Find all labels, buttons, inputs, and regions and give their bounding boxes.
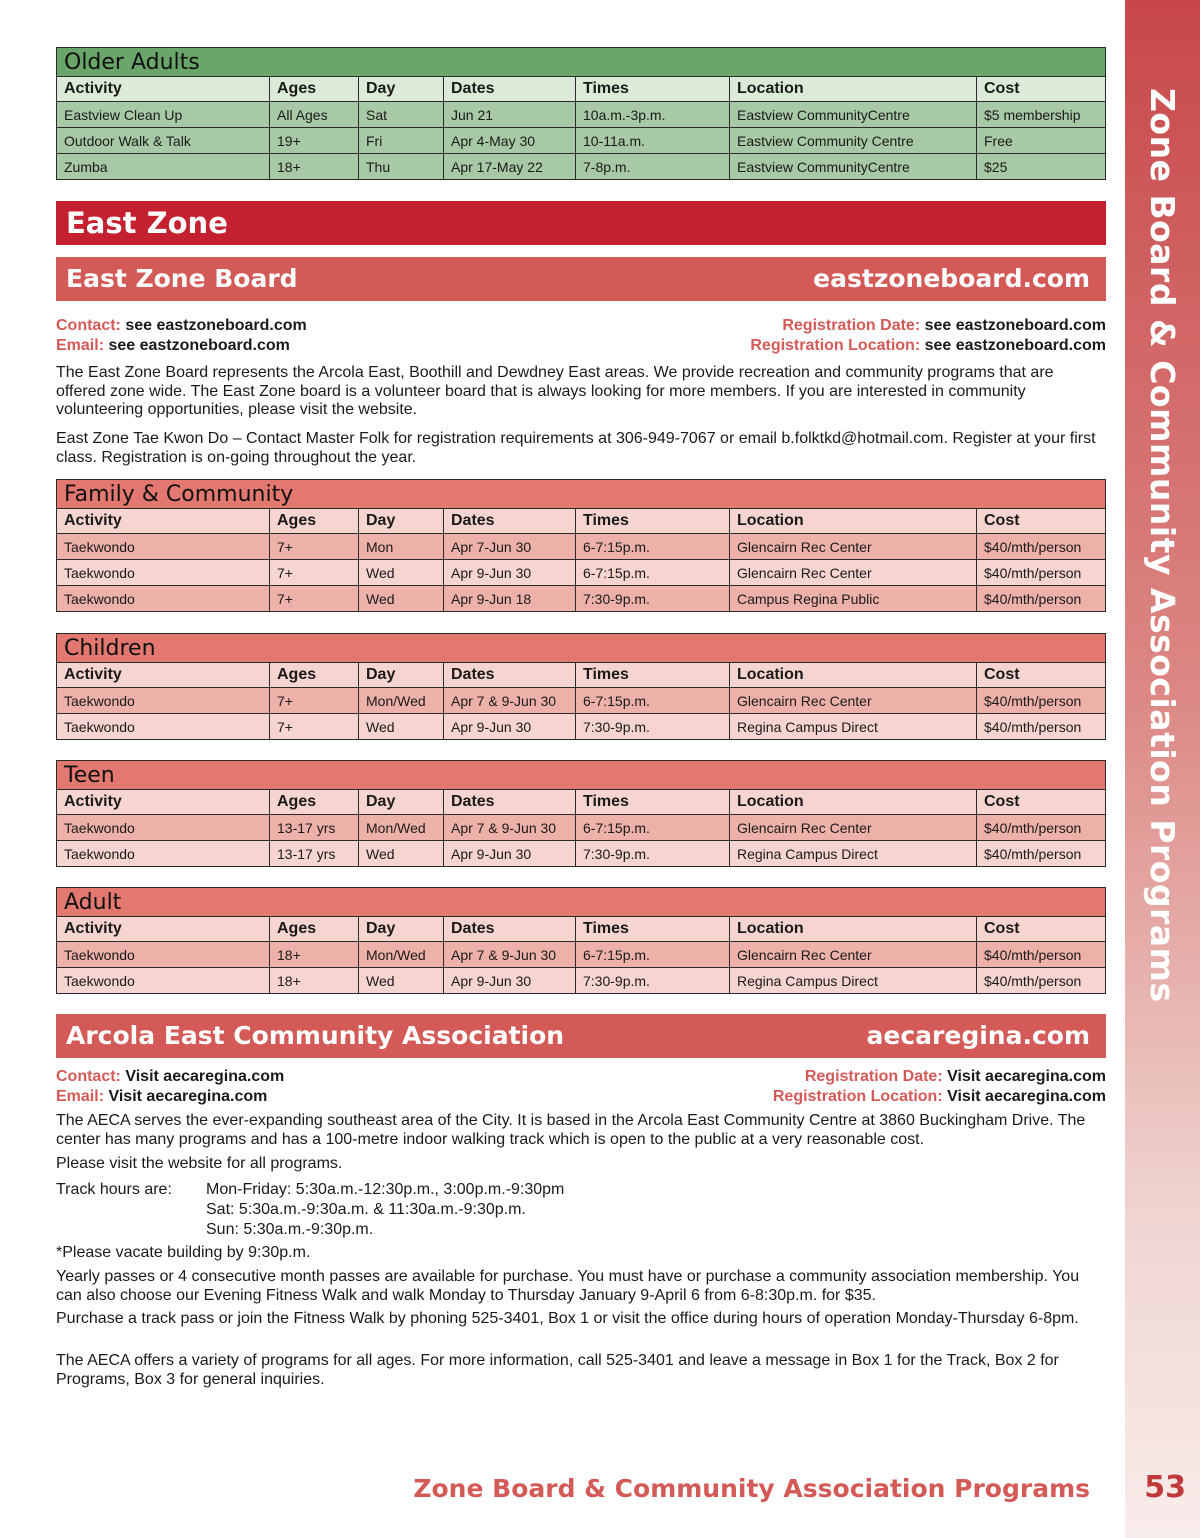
column-header-day: Day (359, 509, 444, 534)
cell-times: 10-11a.m. (576, 128, 730, 154)
adult-title: Adult (57, 888, 1106, 917)
cell-activity: Taekwondo (57, 815, 270, 841)
teen-table (56, 760, 1106, 867)
cell-location: Regina Campus Direct (730, 841, 977, 867)
cell-location: Glencairn Rec Center (730, 688, 977, 714)
cell-times: 6-7:15p.m. (576, 560, 730, 586)
aeca-passes-note: Yearly passes or 4 consecutive month passes are available for purchase. You must have or purchase a community association membership. You can also choose our Evening Fitness Walk and walk Monday to Thursday January 9-April 6 from 6-8:30p.m. for $35. (56, 1268, 1080, 1304)
column-header-cost: Cost (977, 509, 1106, 534)
registration-location-value: Visit aecaregina.com (947, 1088, 1106, 1105)
cell-cost: $5 membership (977, 102, 1106, 128)
column-header-day: Day (359, 790, 444, 815)
cell-ages: 7+ (270, 586, 359, 612)
table-row (57, 968, 1106, 994)
aeca-track-pass-note: Purchase a track pass or join the Fitness Walk by phoning 525-3401, Box 1 or visit the office during hours of operation Monday-Thursday 6-8pm. (56, 1310, 1079, 1327)
page-number: 53 (1144, 1470, 1186, 1505)
cell-times: 7:30-9p.m. (576, 968, 730, 994)
aeca-website-note: Please visit the website for all programs. (56, 1155, 343, 1172)
contact-label: Contact: (56, 1068, 121, 1085)
column-header-cost: Cost (977, 790, 1106, 815)
cell-dates: Apr 17-May 22 (444, 154, 576, 180)
cell-cost: $40/mth/person (977, 714, 1106, 740)
cell-activity: Taekwondo (57, 534, 270, 560)
contact-label: Contact: (56, 317, 121, 334)
footer-title: Zone Board & Community Association Programs (413, 1474, 1090, 1503)
cell-ages: 13-17 yrs (270, 815, 359, 841)
cell-day: Wed (359, 968, 444, 994)
column-header-activity: Activity (57, 790, 270, 815)
cell-activity: Taekwondo (57, 586, 270, 612)
cell-dates: Apr 7 & 9-Jun 30 (444, 688, 576, 714)
column-header-location: Location (730, 509, 977, 534)
table-row (57, 942, 1106, 968)
column-header-day: Day (359, 917, 444, 942)
column-header-dates: Dates (444, 509, 576, 534)
aeca-description: The AECA serves the ever-expanding southeast area of the City. It is based in the Arcola East Community Centre at 3860 Buckingham Drive. The center has many programs and has a 100-metre indoor walking track which is open to the public at a very reasonable cost. (56, 1112, 1086, 1148)
column-header-ages: Ages (270, 917, 359, 942)
cell-cost: $40/mth/person (977, 560, 1106, 586)
east-zone-board-banner (56, 257, 1106, 301)
column-header-times: Times (576, 790, 730, 815)
cell-location: Campus Regina Public (730, 586, 977, 612)
cell-activity: Taekwondo (57, 560, 270, 586)
cell-day: Wed (359, 714, 444, 740)
column-header-location: Location (730, 663, 977, 688)
cell-cost: $40/mth/person (977, 841, 1106, 867)
cell-times: 6-7:15p.m. (576, 688, 730, 714)
cell-ages: 18+ (270, 968, 359, 994)
cell-ages: 7+ (270, 534, 359, 560)
cell-day: Sat (359, 102, 444, 128)
registration-date-label: Registration Date: (804, 1068, 943, 1085)
cell-location: Regina Campus Direct (730, 714, 977, 740)
east-zone-board-title: East Zone Board (66, 264, 298, 293)
registration-date-value: see eastzoneboard.com (924, 317, 1106, 334)
table-row (57, 688, 1106, 714)
column-header-cost: Cost (977, 77, 1106, 102)
cell-location: Glencairn Rec Center (730, 534, 977, 560)
column-header-times: Times (576, 663, 730, 688)
east-zone-board-contact (56, 316, 1106, 356)
cell-times: 6-7:15p.m. (576, 942, 730, 968)
cell-dates: Apr 9-Jun 18 (444, 586, 576, 612)
email-label: Email: (56, 337, 105, 354)
cell-activity: Taekwondo (57, 714, 270, 740)
cell-cost: Free (977, 128, 1106, 154)
cell-times: 10a.m.-3p.m. (576, 102, 730, 128)
cell-day: Mon/Wed (359, 942, 444, 968)
contact-value: see eastzoneboard.com (125, 317, 307, 334)
cell-day: Wed (359, 560, 444, 586)
track-hours-sunday: Sun: 5:30a.m.-9:30p.m. (206, 1221, 374, 1238)
cell-ages: 13-17 yrs (270, 841, 359, 867)
cell-times: 7:30-9p.m. (576, 841, 730, 867)
aeca-vacate-note: *Please vacate building by 9:30p.m. (56, 1244, 311, 1261)
cell-dates: Apr 7-Jun 30 (444, 534, 576, 560)
cell-cost: $40/mth/person (977, 942, 1106, 968)
track-hours-saturday: Sat: 5:30a.m.-9:30a.m. & 11:30a.m.-9:30p.m. (206, 1201, 526, 1218)
cell-day: Thu (359, 154, 444, 180)
cell-ages: 19+ (270, 128, 359, 154)
table-row (57, 534, 1106, 560)
cell-location: Glencairn Rec Center (730, 815, 977, 841)
contact-value: Visit aecaregina.com (125, 1068, 285, 1085)
cell-times: 7:30-9p.m. (576, 586, 730, 612)
cell-dates: Apr 9-Jun 30 (444, 714, 576, 740)
east-zone-banner: East Zone (56, 201, 1106, 245)
table-row (57, 128, 1106, 154)
email-value: Visit aecaregina.com (108, 1088, 268, 1105)
older-adults-title: Older Adults (57, 48, 1106, 77)
cell-activity: Zumba (57, 154, 270, 180)
column-header-dates: Dates (444, 790, 576, 815)
cell-activity: Taekwondo (57, 841, 270, 867)
column-header-times: Times (576, 77, 730, 102)
table-row (57, 560, 1106, 586)
cell-dates: Apr 9-Jun 30 (444, 841, 576, 867)
aeca-contact (56, 1067, 1106, 1107)
column-header-ages: Ages (270, 790, 359, 815)
column-header-dates: Dates (444, 77, 576, 102)
family-community-title: Family & Community (57, 480, 1106, 509)
column-header-ages: Ages (270, 77, 359, 102)
track-hours-label: Track hours are: (56, 1181, 172, 1198)
column-header-ages: Ages (270, 509, 359, 534)
column-header-day: Day (359, 663, 444, 688)
side-bar (1125, 0, 1200, 1538)
family-community-table (56, 479, 1106, 612)
registration-date-value: Visit aecaregina.com (947, 1068, 1106, 1085)
table-row (57, 841, 1106, 867)
cell-cost: $25 (977, 154, 1106, 180)
registration-location-value: see eastzoneboard.com (924, 337, 1106, 354)
column-header-activity: Activity (57, 77, 270, 102)
cell-dates: Apr 7 & 9-Jun 30 (444, 815, 576, 841)
cell-location: Glencairn Rec Center (730, 560, 977, 586)
cell-location: Eastview Community Centre (730, 128, 977, 154)
cell-dates: Apr 9-Jun 30 (444, 968, 576, 994)
registration-date-label: Registration Date: (782, 317, 921, 334)
registration-location-label: Registration Location: (750, 337, 921, 354)
cell-ages: 7+ (270, 560, 359, 586)
cell-dates: Apr 7 & 9-Jun 30 (444, 942, 576, 968)
column-header-dates: Dates (444, 917, 576, 942)
email-label: Email: (56, 1088, 105, 1105)
cell-cost: $40/mth/person (977, 688, 1106, 714)
column-header-activity: Activity (57, 663, 270, 688)
east-zone-taekwondo-note: East Zone Tae Kwon Do – Contact Master Folk for registration requirements at 306-949-7067 or email b.folktkd@hotmail.com. Register at your first class. Registration is on-going throughout the year. (56, 430, 1096, 466)
cell-activity: Taekwondo (57, 968, 270, 994)
aeca-programs-note: The AECA offers a variety of programs for all ages. For more information, call 525-3401 and leave a message in Box 1 for the Track, Box 2 for Programs, Box 3 for general inquiries. (56, 1352, 1059, 1388)
children-table (56, 633, 1106, 740)
cell-dates: Apr 4-May 30 (444, 128, 576, 154)
column-header-day: Day (359, 77, 444, 102)
cell-day: Mon/Wed (359, 688, 444, 714)
column-header-location: Location (730, 77, 977, 102)
cell-location: Eastview CommunityCentre (730, 154, 977, 180)
cell-times: 7:30-9p.m. (576, 714, 730, 740)
column-header-cost: Cost (977, 917, 1106, 942)
side-title: Zone Board & Community Association Programs (1143, 88, 1182, 1003)
cell-cost: $40/mth/person (977, 534, 1106, 560)
cell-dates: Jun 21 (444, 102, 576, 128)
column-header-ages: Ages (270, 663, 359, 688)
cell-activity: Outdoor Walk & Talk (57, 128, 270, 154)
cell-day: Wed (359, 586, 444, 612)
cell-cost: $40/mth/person (977, 586, 1106, 612)
table-row (57, 714, 1106, 740)
cell-ages: 18+ (270, 154, 359, 180)
column-header-activity: Activity (57, 917, 270, 942)
email-value: see eastzoneboard.com (108, 337, 290, 354)
table-row (57, 154, 1106, 180)
cell-times: 6-7:15p.m. (576, 534, 730, 560)
cell-location: Glencairn Rec Center (730, 942, 977, 968)
cell-day: Mon (359, 534, 444, 560)
table-row (57, 102, 1106, 128)
cell-cost: $40/mth/person (977, 815, 1106, 841)
cell-day: Mon/Wed (359, 815, 444, 841)
table-row (57, 815, 1106, 841)
cell-ages: All Ages (270, 102, 359, 128)
cell-day: Wed (359, 841, 444, 867)
track-hours (56, 1180, 1106, 1242)
column-header-cost: Cost (977, 663, 1106, 688)
teen-title: Teen (57, 761, 1106, 790)
column-header-location: Location (730, 790, 977, 815)
cell-location: Eastview CommunityCentre (730, 102, 977, 128)
column-header-times: Times (576, 917, 730, 942)
cell-cost: $40/mth/person (977, 968, 1106, 994)
cell-location: Regina Campus Direct (730, 968, 977, 994)
cell-ages: 7+ (270, 688, 359, 714)
cell-activity: Eastview Clean Up (57, 102, 270, 128)
children-title: Children (57, 634, 1106, 663)
column-header-times: Times (576, 509, 730, 534)
cell-dates: Apr 9-Jun 30 (444, 560, 576, 586)
cell-times: 7-8p.m. (576, 154, 730, 180)
cell-times: 6-7:15p.m. (576, 815, 730, 841)
east-zone-board-description: The East Zone Board represents the Arcola East, Boothill and Dewdney East areas. We provide recreation and community programs that are offered zone wide. The East Zone board is a volunteer board that is always looking for more members. If you are interested in community volunteering opportunities, please visit the website. (56, 364, 1054, 418)
registration-location-label: Registration Location: (772, 1088, 943, 1105)
cell-ages: 7+ (270, 714, 359, 740)
aeca-banner (56, 1014, 1106, 1058)
cell-activity: Taekwondo (57, 688, 270, 714)
cell-activity: Taekwondo (57, 942, 270, 968)
column-header-activity: Activity (57, 509, 270, 534)
table-row (57, 586, 1106, 612)
column-header-dates: Dates (444, 663, 576, 688)
cell-ages: 18+ (270, 942, 359, 968)
adult-table (56, 887, 1106, 994)
cell-day: Fri (359, 128, 444, 154)
column-header-location: Location (730, 917, 977, 942)
track-hours-weekday: Mon-Friday: 5:30a.m.-12:30p.m., 3:00p.m.-9:30pm (206, 1181, 565, 1198)
aeca-title: Arcola East Community Association (66, 1021, 565, 1050)
aeca-website[interactable]: aecaregina.com (866, 1021, 1090, 1050)
older-adults-table (56, 47, 1106, 180)
east-zone-board-website[interactable]: eastzoneboard.com (813, 264, 1090, 293)
